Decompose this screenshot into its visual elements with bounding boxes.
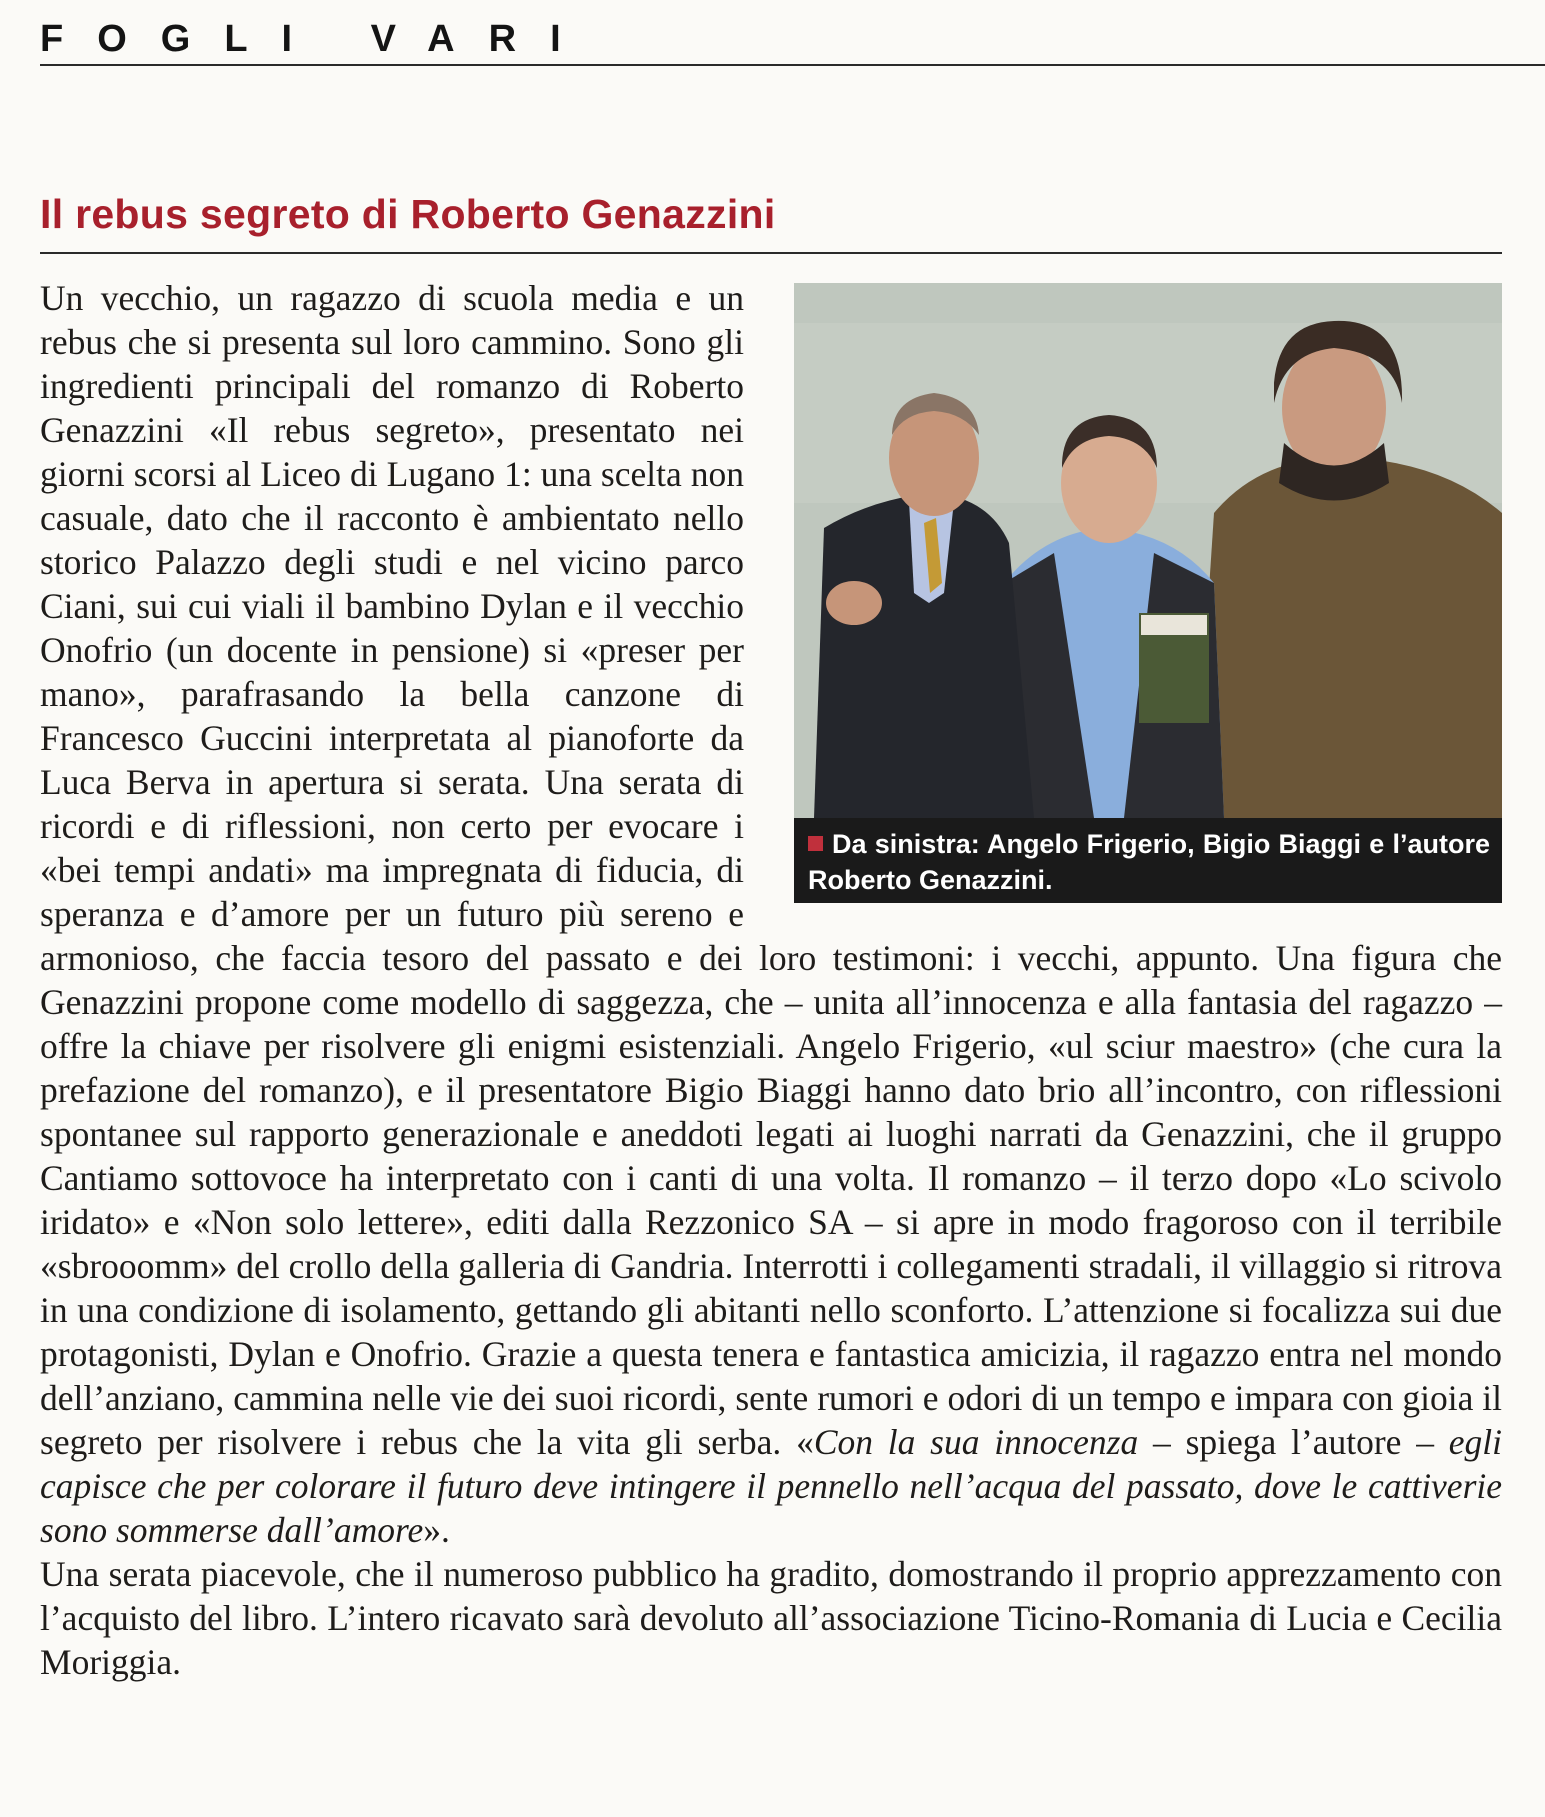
article-body (40, 276, 1502, 1684)
quote-open: « (796, 1422, 814, 1462)
quote-close: ». (423, 1510, 450, 1550)
quote-part-2: egli capisce che per colorare il futuro deve intingere il pennello nell’acqua del passato, dove le cattiverie sono sommerse dall’amore (40, 1422, 1502, 1550)
quote-part-1: Con la sua innocenza (813, 1422, 1139, 1462)
article-photo (794, 283, 1502, 818)
section-header: FOGLI VARI (40, 18, 595, 60)
photo-caption (794, 818, 1502, 903)
caption-marker-icon (808, 836, 823, 851)
title-rule (40, 252, 1502, 254)
caption-text: Da sinistra: Angelo Frigerio, Bigio Biaggi e l’autore Roberto Genazzini. (808, 829, 1490, 895)
article-paragraph-closing: Una serata piacevole, che il numeroso pubblico ha gradito, domostrando il proprio apprezzamento con l’acquisto del libro. L’intero ricavato sarà devoluto all’associazione Ticino-Romania di Lucia e Cecilia Moriggia. (40, 1554, 1502, 1682)
header-rule (40, 64, 1545, 66)
quote-attribution: – spiega l’autore – (1138, 1422, 1449, 1462)
article-title: Il rebus segreto di Roberto Genazzini (40, 191, 776, 237)
paragraph-text-1: Un vecchio, un ragazzo di scuola media e un rebus che si presenta sul loro cammino. Sono gli ingredienti principali del romanzo di Roberto Genazzini «Il rebus segreto», presentato nei giorni scorsi al Liceo di Lugano 1: una scelta non casuale, dato che il racconto è ambientato nello storico Palazzo degli studi e nel vicino parco Ciani, sui cui viali il bambino Dylan e il vecchio Onofrio (un docente in pensione) si «preser per mano», parafrasando la bella canzone di Francesco Guccini interpretata al pianoforte da Luca Berva in apertura si serata. Una serata di ricordi e di riflessioni, non certo per evocare i «bei tempi andati» ma impregnata di fiducia, di speranza e d’amore per un futuro più sereno e armonioso, che faccia tesoro del passato e dei loro testimoni: i vecchi, appunto. Una figura che Genazzini propone come modello di saggezza, che – unita all’innocenza e alla fantasia del ragazzo – offre la chiave per risolvere gli enigmi esistenziali. Angelo Frigerio, «ul sciur maestro» (che cura la prefazione del romanzo), e il presentatore Bigio Biaggi hanno dato brio all’incontro, con riflessioni spontanee sul rapporto generazionale e aneddoti legati ai luoghi narrati da Genazzini, che il gruppo Cantiamo sottovoce ha interpretato con i canti di una volta. Il romanzo – il terzo dopo «Lo scivolo iridato» e «Non solo lettere», editi dalla Rezzonico SA – si apre in modo fragoroso con il terribile «sbrooomm» del crollo della galleria di Gandria. Interrotti i collegamenti stradali, il villaggio si ritrova in una condizione di isolamento, gettando gli abitanti nello sconforto. L’attenzione si focalizza sui due protagonisti, Dylan e Onofrio. Grazie a questa tenera e fantastica amicizia, il ragazzo entra nel mondo dell’anziano, cammina nelle vie dei suoi ricordi, sente rumori e odori di un tempo e impara con gioia il segreto per risolvere i rebus che la vita gli serba. (40, 278, 1502, 1462)
photo-illustration (794, 283, 1502, 818)
article-figure (794, 283, 1502, 903)
